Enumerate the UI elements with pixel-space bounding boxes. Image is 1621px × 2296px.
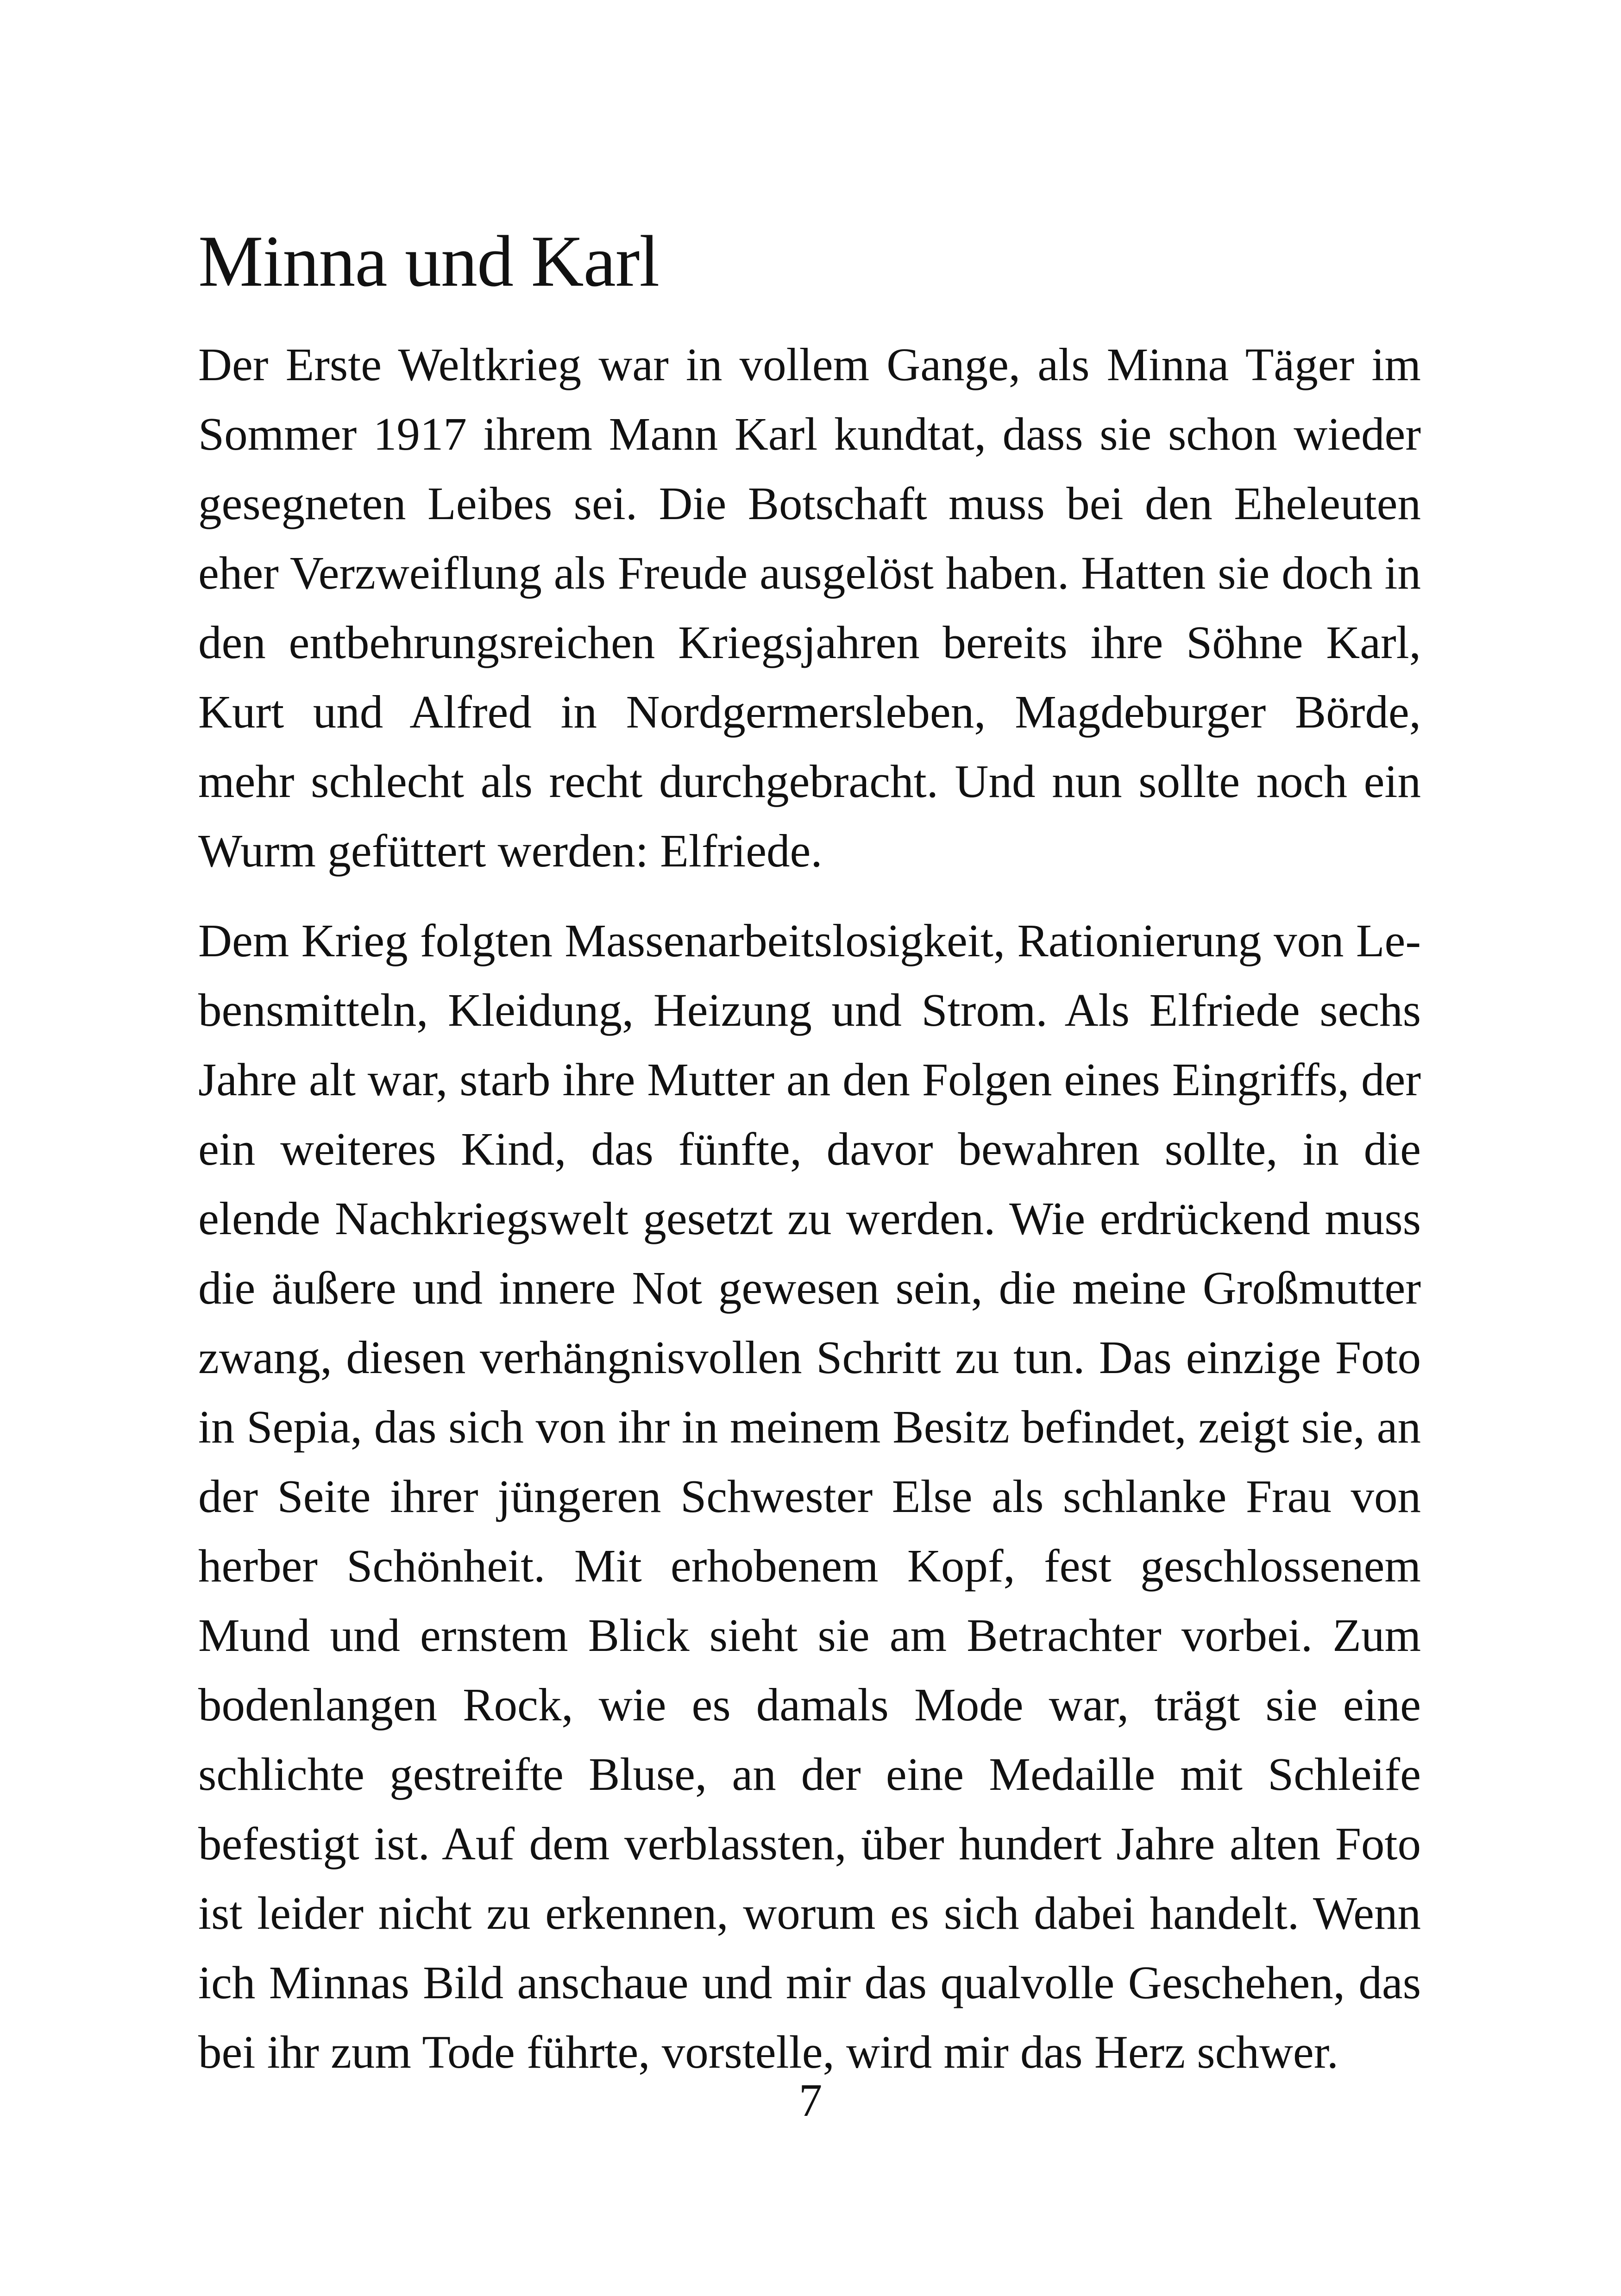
paragraph-1: Der Erste Weltkrieg war in vollem Gange, als Minna Täger im Sommer 1917 ihrem Mann Karl kundtat, dass sie schon wieder gesegneten Leibes sei. Die Botschaft muss bei den Eheleuten eher Verzweiflung als Freude ausgelöst haben. Hatten sie doch in den entbehrungsreichen Kriegsjahren bereits ihre Söhne Karl, Kurt und Alfred in Nordgermersleben, Magdeburger Börde, mehr schlecht als recht durchgebracht. Und nun sollte noch ein Wurm gefüttert werden: Elfriede.	[198, 338, 1421, 877]
page-body	[198, 218, 1421, 2087]
page-number: 7	[798, 2074, 823, 2126]
paragraph-2: Dem Krieg folgten Massenarbeitslosigkeit, Rationierung von Lebensmitteln, Kleidung, Heizung und Strom. Als Elfriede sechs Jahre alt war, starb ihre Mutter an den Folgen eines Eingriffs, der ein weiteres Kind, das fünfte, davor bewahren sollte, in die elende Nachkriegswelt gesetzt zu werden. Wie erdrückend muss die äußere und innere Not gewesen sein, die meine Großmutter zwang, diesen verhängnisvollen Schritt zu tun. Das einzige Foto in Sepia, das sich von ihr in meinem Besitz befindet, zeigt sie, an der Seite ihrer jüngeren Schwester Else als schlanke Frau von herber Schönheit. Mit erhobenem Kopf, fest geschlossenem Mund und ernstem Blick sieht sie am Betrachter vorbei. Zum bodenlangen Rock, wie es damals Mode war, trägt sie eine schlichte gestreifte Bluse, an der eine Medaille mit Schleife befestigt ist. Auf dem verblassten, über hundert Jahre alten Foto ist leider nicht zu erkennen, worum es sich dabei handelt. Wenn ich Minnas Bild anschaue und mir das qualvolle Geschehen, das bei ihr zum Tode führte, vorstelle, wird mir das Herz schwer.	[198, 914, 1421, 2078]
chapter-title: Minna und Karl	[198, 221, 660, 302]
